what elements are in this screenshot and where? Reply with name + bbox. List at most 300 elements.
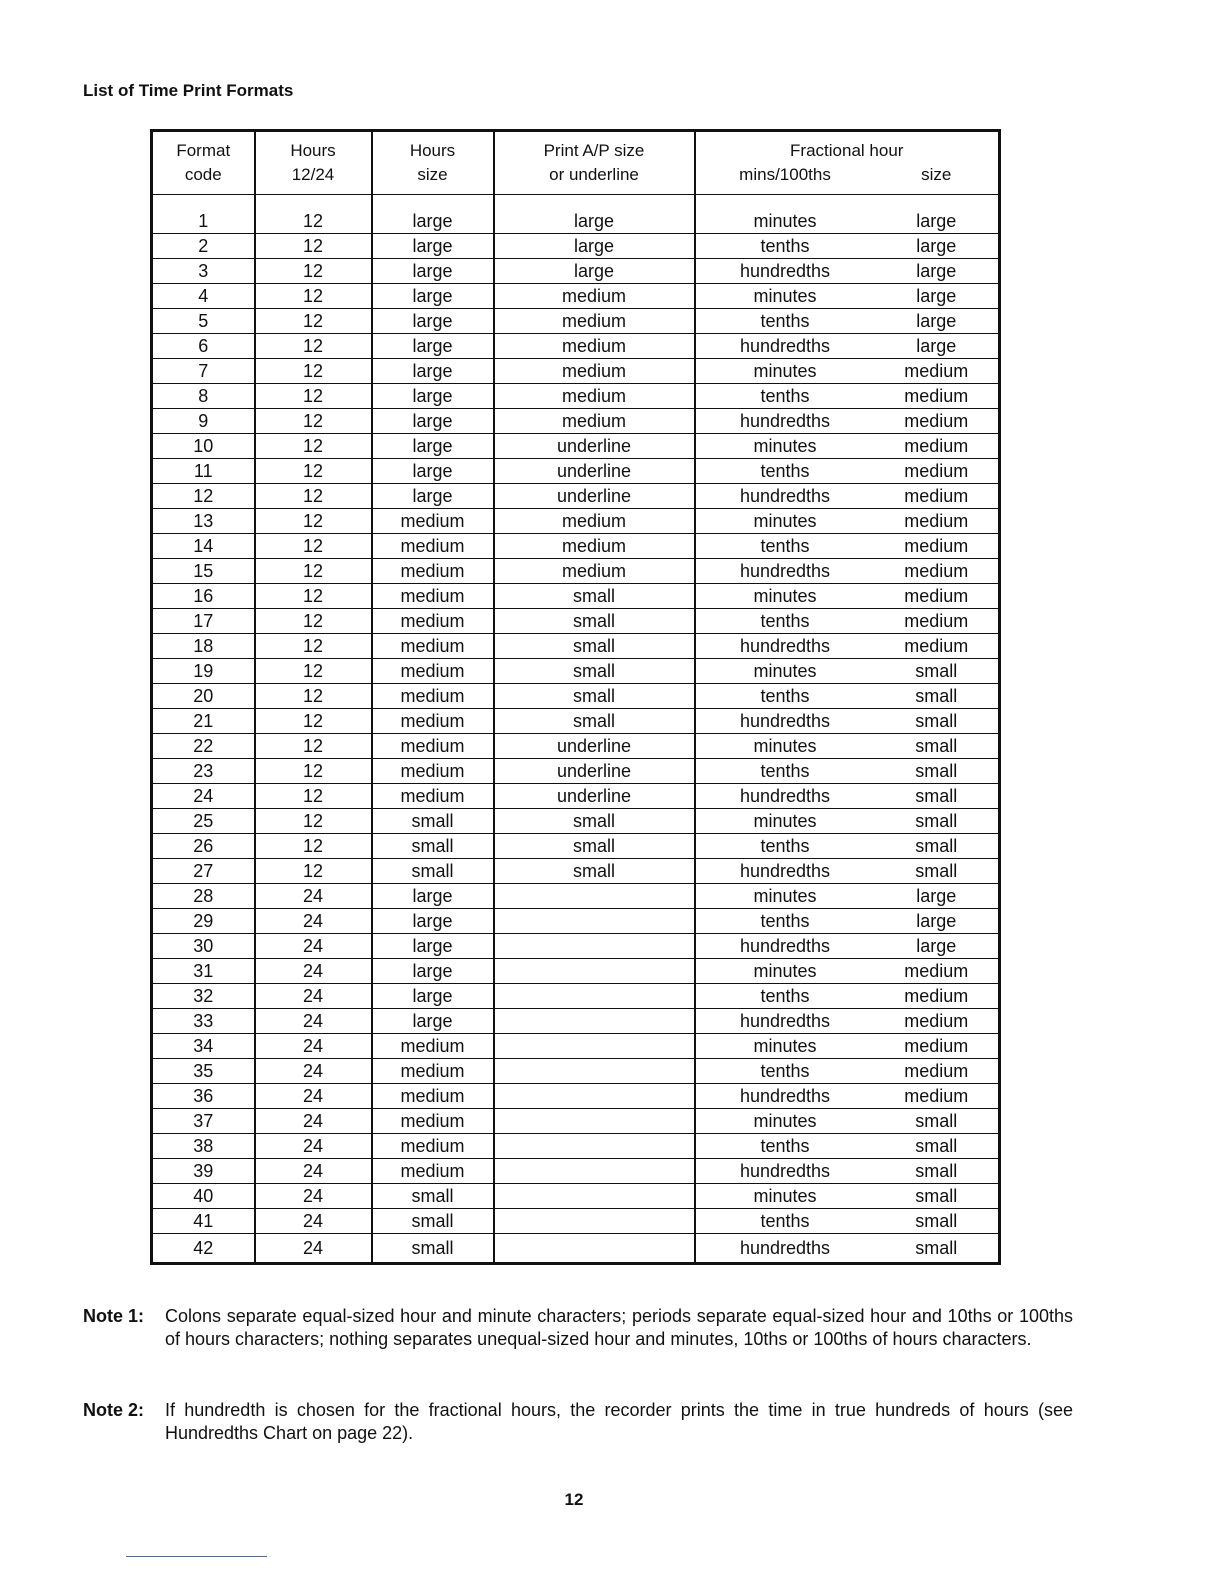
- fraction-unit: minutes: [753, 436, 817, 456]
- hours-cell: 24: [255, 1059, 372, 1084]
- fraction-unit: tenths: [760, 986, 810, 1006]
- fraction-size: small: [915, 861, 958, 881]
- format-code-cell: 31: [152, 959, 255, 984]
- fractional-cell: [695, 734, 1000, 759]
- fractional-cell: [695, 234, 1000, 259]
- fraction-size: medium: [904, 486, 969, 506]
- hours-size-cell: large: [372, 959, 494, 984]
- hours-cell: 12: [255, 484, 372, 509]
- fraction-size: small: [915, 661, 958, 681]
- hours-size-cell: small: [372, 1209, 494, 1234]
- hours-cell: 12: [255, 834, 372, 859]
- ap-size-cell: large: [494, 209, 695, 234]
- fractional-split: [696, 934, 999, 958]
- table-row: [152, 584, 1000, 609]
- spacer-cell: [372, 195, 494, 210]
- header-format-code: [152, 131, 255, 195]
- hours-size-cell: large: [372, 409, 494, 434]
- ap-size-cell: small: [494, 584, 695, 609]
- hours-cell: 12: [255, 659, 372, 684]
- fraction-unit: minutes: [753, 886, 817, 906]
- fraction-size: small: [915, 736, 958, 756]
- format-code-cell: 13: [152, 509, 255, 534]
- fractional-cell: [695, 1134, 1000, 1159]
- format-code-cell: 38: [152, 1134, 255, 1159]
- fraction-unit: minutes: [753, 211, 817, 231]
- fractional-split: [696, 1084, 999, 1108]
- table-row: [152, 1159, 1000, 1184]
- hours-cell: 24: [255, 959, 372, 984]
- ap-size-cell: [494, 1109, 695, 1134]
- fractional-split: [696, 409, 999, 433]
- header-frac-subheaders: [696, 163, 999, 187]
- format-code-cell: 40: [152, 1184, 255, 1209]
- fraction-unit: tenths: [760, 386, 810, 406]
- fractional-split: [696, 1109, 999, 1133]
- fraction-unit: minutes: [753, 361, 817, 381]
- fraction-unit: tenths: [760, 236, 810, 256]
- fraction-size: medium: [904, 511, 969, 531]
- fraction-size: small: [915, 836, 958, 856]
- fractional-split: [696, 634, 999, 658]
- fractional-cell: [695, 609, 1000, 634]
- fraction-unit: hundredths: [739, 561, 831, 581]
- format-code-cell: 26: [152, 834, 255, 859]
- fractional-split: [696, 434, 999, 458]
- table-row: [152, 284, 1000, 309]
- fractional-split: [696, 609, 999, 633]
- hours-cell: 12: [255, 709, 372, 734]
- fraction-size: medium: [904, 436, 969, 456]
- fractional-split: [696, 334, 999, 358]
- table-row: [152, 384, 1000, 409]
- table-row: [152, 534, 1000, 559]
- fractional-cell: [695, 634, 1000, 659]
- fraction-unit: tenths: [760, 311, 810, 331]
- fractional-split: [696, 559, 999, 583]
- hours-size-cell: medium: [372, 1084, 494, 1109]
- table-row: [152, 559, 1000, 584]
- hours-cell: 12: [255, 459, 372, 484]
- format-code-cell: 9: [152, 409, 255, 434]
- hours-size-cell: medium: [372, 734, 494, 759]
- format-code-cell: 30: [152, 934, 255, 959]
- fraction-size: large: [916, 286, 957, 306]
- fractional-cell: [695, 909, 1000, 934]
- fractional-cell: [695, 1209, 1000, 1234]
- ap-size-cell: [494, 1009, 695, 1034]
- fractional-split: [696, 1209, 999, 1233]
- fractional-cell: [695, 684, 1000, 709]
- header-frac-size: size: [921, 165, 952, 184]
- ap-size-cell: underline: [494, 734, 695, 759]
- table-row: [152, 509, 1000, 534]
- fraction-unit: minutes: [753, 736, 817, 756]
- format-code-cell: 35: [152, 1059, 255, 1084]
- fractional-split: [696, 909, 999, 933]
- fractional-cell: [695, 459, 1000, 484]
- hours-cell: 12: [255, 809, 372, 834]
- format-code-cell: 22: [152, 734, 255, 759]
- hours-cell: 12: [255, 309, 372, 334]
- ap-size-cell: medium: [494, 334, 695, 359]
- ap-size-cell: [494, 984, 695, 1009]
- hours-cell: 24: [255, 909, 372, 934]
- hours-cell: 24: [255, 1134, 372, 1159]
- fractional-split: [696, 1034, 999, 1058]
- table-row: [152, 609, 1000, 634]
- note-1: [83, 1305, 1073, 1351]
- table-row: [152, 884, 1000, 909]
- ap-size-cell: underline: [494, 784, 695, 809]
- fractional-cell: [695, 809, 1000, 834]
- ap-size-cell: [494, 1159, 695, 1184]
- fraction-size: medium: [904, 636, 969, 656]
- fraction-size: large: [916, 261, 957, 281]
- fraction-unit: tenths: [760, 1211, 810, 1231]
- ap-size-cell: [494, 1059, 695, 1084]
- ap-size-cell: medium: [494, 359, 695, 384]
- format-code-cell: 14: [152, 534, 255, 559]
- format-code-cell: 39: [152, 1159, 255, 1184]
- note-2: [83, 1399, 1073, 1445]
- fraction-size: small: [915, 1136, 958, 1156]
- table-row: [152, 1209, 1000, 1234]
- fractional-cell: [695, 884, 1000, 909]
- header-hsize-line1: Hours: [409, 141, 456, 160]
- fraction-size: large: [916, 886, 957, 906]
- fraction-size: medium: [904, 361, 969, 381]
- hours-size-cell: large: [372, 284, 494, 309]
- fraction-size: medium: [904, 1086, 969, 1106]
- fractional-cell: [695, 759, 1000, 784]
- fractional-split: [696, 734, 999, 758]
- table-row: [152, 909, 1000, 934]
- hours-cell: 12: [255, 684, 372, 709]
- fraction-unit: minutes: [753, 1186, 817, 1206]
- hours-cell: 12: [255, 534, 372, 559]
- ap-size-cell: underline: [494, 434, 695, 459]
- table-row: [152, 1009, 1000, 1034]
- table-row: [152, 734, 1000, 759]
- table-row: [152, 359, 1000, 384]
- hours-cell: 12: [255, 259, 372, 284]
- format-code-cell: 28: [152, 884, 255, 909]
- fraction-size: medium: [904, 1061, 969, 1081]
- format-code-cell: 4: [152, 284, 255, 309]
- fractional-cell: [695, 659, 1000, 684]
- fractional-cell: [695, 1034, 1000, 1059]
- hours-size-cell: medium: [372, 1159, 494, 1184]
- format-code-cell: 5: [152, 309, 255, 334]
- fractional-cell: [695, 534, 1000, 559]
- ap-size-cell: medium: [494, 509, 695, 534]
- hours-cell: 24: [255, 1234, 372, 1264]
- header-ap-size: [494, 131, 695, 195]
- table-row: [152, 709, 1000, 734]
- fractional-split: [696, 309, 999, 333]
- format-code-cell: 24: [152, 784, 255, 809]
- header-frac-line1: Fractional hour: [790, 141, 904, 160]
- fraction-size: small: [915, 1186, 958, 1206]
- time-formats-table: [150, 129, 1001, 1265]
- table-row: [152, 784, 1000, 809]
- fraction-size: small: [915, 761, 958, 781]
- table-row: [152, 834, 1000, 859]
- header-ap-line2: or underline: [549, 165, 639, 184]
- format-code-cell: 6: [152, 334, 255, 359]
- fractional-split: [696, 834, 999, 858]
- fractional-split: [696, 1159, 999, 1183]
- format-code-cell: 32: [152, 984, 255, 1009]
- format-code-cell: 17: [152, 609, 255, 634]
- fraction-size: medium: [904, 611, 969, 631]
- fraction-size: small: [915, 686, 958, 706]
- hours-cell: 12: [255, 509, 372, 534]
- fraction-unit: tenths: [760, 911, 810, 931]
- fractional-cell: [695, 1084, 1000, 1109]
- hours-size-cell: medium: [372, 1034, 494, 1059]
- ap-size-cell: underline: [494, 484, 695, 509]
- fractional-cell: [695, 1234, 1000, 1264]
- fractional-cell: [695, 959, 1000, 984]
- hours-cell: 12: [255, 409, 372, 434]
- hours-size-cell: large: [372, 434, 494, 459]
- page-number: 12: [564, 1490, 584, 1509]
- header-fractional-hour: [695, 131, 1000, 195]
- hours-size-cell: large: [372, 484, 494, 509]
- hours-size-cell: medium: [372, 609, 494, 634]
- hours-size-cell: large: [372, 259, 494, 284]
- hours-size-cell: medium: [372, 509, 494, 534]
- table-row: [152, 459, 1000, 484]
- fraction-size: small: [915, 1211, 958, 1231]
- note-2-label: Note 2:: [83, 1400, 145, 1420]
- fractional-split: [696, 284, 999, 308]
- fraction-unit: hundredths: [739, 411, 831, 431]
- spacer-cell: [494, 195, 695, 210]
- hours-cell: 24: [255, 1159, 372, 1184]
- ap-size-cell: [494, 934, 695, 959]
- fractional-cell: [695, 934, 1000, 959]
- fractional-split: [696, 959, 999, 983]
- fractional-split: [696, 784, 999, 808]
- fraction-size: medium: [904, 536, 969, 556]
- fractional-cell: [695, 334, 1000, 359]
- hours-cell: 12: [255, 234, 372, 259]
- format-code-cell: 33: [152, 1009, 255, 1034]
- fraction-unit: minutes: [753, 961, 817, 981]
- format-code-cell: 3: [152, 259, 255, 284]
- fractional-split: [696, 209, 999, 233]
- format-code-cell: 36: [152, 1084, 255, 1109]
- header-hours-line1: Hours: [290, 141, 336, 160]
- format-code-cell: 21: [152, 709, 255, 734]
- format-code-cell: 42: [193, 1238, 214, 1258]
- fraction-size: small: [915, 711, 958, 731]
- fractional-cell: [695, 209, 1000, 234]
- hours-size-cell: medium: [372, 684, 494, 709]
- fractional-cell: [695, 1059, 1000, 1084]
- fractional-split: [696, 809, 999, 833]
- format-code-cell: 2: [152, 234, 255, 259]
- table-body: [152, 195, 1000, 1264]
- fraction-unit: hundredths: [739, 261, 831, 281]
- table-row: [152, 659, 1000, 684]
- fractional-cell: [695, 859, 1000, 884]
- fraction-unit: tenths: [760, 1061, 810, 1081]
- spacer-cell: [152, 195, 255, 210]
- ap-size-cell: [494, 1184, 695, 1209]
- header-frac-mins: mins/100ths: [739, 165, 831, 184]
- hours-size-cell: medium: [372, 784, 494, 809]
- fraction-unit: tenths: [760, 611, 810, 631]
- table-row: [152, 309, 1000, 334]
- hours-size-cell: medium: [372, 659, 494, 684]
- hours-size-cell: large: [372, 309, 494, 334]
- fraction-size: medium: [904, 386, 969, 406]
- ap-size-cell: large: [494, 259, 695, 284]
- ap-size-cell: [494, 1209, 695, 1234]
- format-code-cell: 34: [152, 1034, 255, 1059]
- ap-size-cell: underline: [494, 759, 695, 784]
- hours-cell: 24: [255, 1034, 372, 1059]
- hours-cell: 12: [255, 284, 372, 309]
- fraction-unit: hundredths: [739, 336, 831, 356]
- fractional-cell: [695, 484, 1000, 509]
- fractional-split: [696, 1009, 999, 1033]
- fractional-cell: [695, 784, 1000, 809]
- hours-size-cell: medium: [372, 1134, 494, 1159]
- table-row: [152, 409, 1000, 434]
- hours-size-cell: medium: [372, 759, 494, 784]
- ap-size-cell: [494, 884, 695, 909]
- fraction-unit: tenths: [760, 686, 810, 706]
- fractional-cell: [695, 984, 1000, 1009]
- fractional-split: [696, 484, 999, 508]
- table-row: [152, 1234, 1000, 1264]
- hours-cell: 12: [255, 784, 372, 809]
- header-hsize-line2: size: [417, 165, 448, 184]
- table-row: [152, 484, 1000, 509]
- fractional-split: [696, 884, 999, 908]
- fractional-split: [696, 584, 999, 608]
- table-row: [152, 1034, 1000, 1059]
- format-code-cell: 23: [152, 759, 255, 784]
- table-row: [152, 984, 1000, 1009]
- header-format-line1: Format: [176, 141, 231, 160]
- table-row: [152, 1109, 1000, 1134]
- table-row: [152, 209, 1000, 234]
- ap-size-cell: small: [494, 634, 695, 659]
- fractional-cell: [695, 509, 1000, 534]
- fractional-split: [696, 1134, 999, 1158]
- fractional-split: [696, 759, 999, 783]
- header-format-line2: code: [184, 165, 222, 184]
- format-code-cell: 1: [152, 209, 255, 234]
- table-row: [152, 634, 1000, 659]
- hours-size-cell: small: [372, 1234, 494, 1264]
- hours-size-cell: medium: [372, 534, 494, 559]
- hours-cell: 12: [255, 209, 372, 234]
- fractional-split: [696, 684, 999, 708]
- ap-size-cell: small: [494, 709, 695, 734]
- fraction-unit: minutes: [753, 661, 817, 681]
- ap-size-cell: [494, 959, 695, 984]
- fraction-size: medium: [904, 561, 969, 581]
- table-row: [152, 1134, 1000, 1159]
- format-code-cell: 12: [152, 484, 255, 509]
- ap-size-cell: small: [494, 834, 695, 859]
- hours-size-cell: large: [372, 359, 494, 384]
- fraction-size: small: [915, 1111, 958, 1131]
- fraction-size: small: [915, 786, 958, 806]
- format-code-cell: 27: [152, 859, 255, 884]
- fractional-cell: [695, 584, 1000, 609]
- note-1-label: Note 1:: [83, 1306, 145, 1326]
- format-code-cell: 19: [152, 659, 255, 684]
- hours-size-cell: small: [372, 834, 494, 859]
- fraction-unit: tenths: [760, 836, 810, 856]
- fractional-split: [696, 1059, 999, 1083]
- table-row: [152, 259, 1000, 284]
- table-row: [152, 334, 1000, 359]
- hours-size-cell: large: [372, 384, 494, 409]
- fractional-cell: [695, 284, 1000, 309]
- ap-size-cell: [494, 1134, 695, 1159]
- fractional-cell: [695, 1109, 1000, 1134]
- format-code-cell: 11: [152, 459, 255, 484]
- ap-size-cell: medium: [494, 284, 695, 309]
- fraction-size: small: [915, 1161, 958, 1181]
- fractional-split: [696, 259, 999, 283]
- fraction-unit: tenths: [760, 1136, 810, 1156]
- hours-cell: 12: [255, 584, 372, 609]
- hours-cell: 12: [255, 359, 372, 384]
- table-row: [152, 934, 1000, 959]
- format-code-cell: 7: [152, 359, 255, 384]
- fraction-unit: hundredths: [739, 1086, 831, 1106]
- format-code-cell: 37: [152, 1109, 255, 1134]
- fraction-unit: minutes: [753, 1111, 817, 1131]
- header-hours-size: [372, 131, 494, 195]
- spacer-cell: [695, 195, 1000, 210]
- hours-size-cell: medium: [372, 584, 494, 609]
- fractional-split: [696, 984, 999, 1008]
- table-row: [152, 684, 1000, 709]
- hours-size-cell: large: [372, 334, 494, 359]
- fraction-unit: tenths: [760, 761, 810, 781]
- hours-size-cell: small: [372, 809, 494, 834]
- hours-cell: 12: [255, 384, 372, 409]
- format-code-cell: 41: [152, 1209, 255, 1234]
- fraction-unit: minutes: [753, 811, 817, 831]
- page-title: List of Time Print Formats: [83, 81, 294, 100]
- hours-size-cell: small: [372, 1184, 494, 1209]
- fraction-unit: minutes: [753, 586, 817, 606]
- ap-size-cell: medium: [494, 559, 695, 584]
- hours-size-cell: medium: [372, 709, 494, 734]
- ap-size-cell: small: [494, 809, 695, 834]
- ap-size-cell: medium: [494, 309, 695, 334]
- hours-cell: 12: [255, 759, 372, 784]
- hours-cell: 24: [255, 1184, 372, 1209]
- format-code-cell: 15: [152, 559, 255, 584]
- fraction-unit: hundredths: [739, 936, 831, 956]
- note-2-text: If hundredth is chosen for the fractional hours, the recorder prints the time in true hundreds of hours (see Hundredths Chart on page 22).: [165, 1400, 1073, 1443]
- fractional-cell: [695, 834, 1000, 859]
- hours-size-cell: medium: [372, 1059, 494, 1084]
